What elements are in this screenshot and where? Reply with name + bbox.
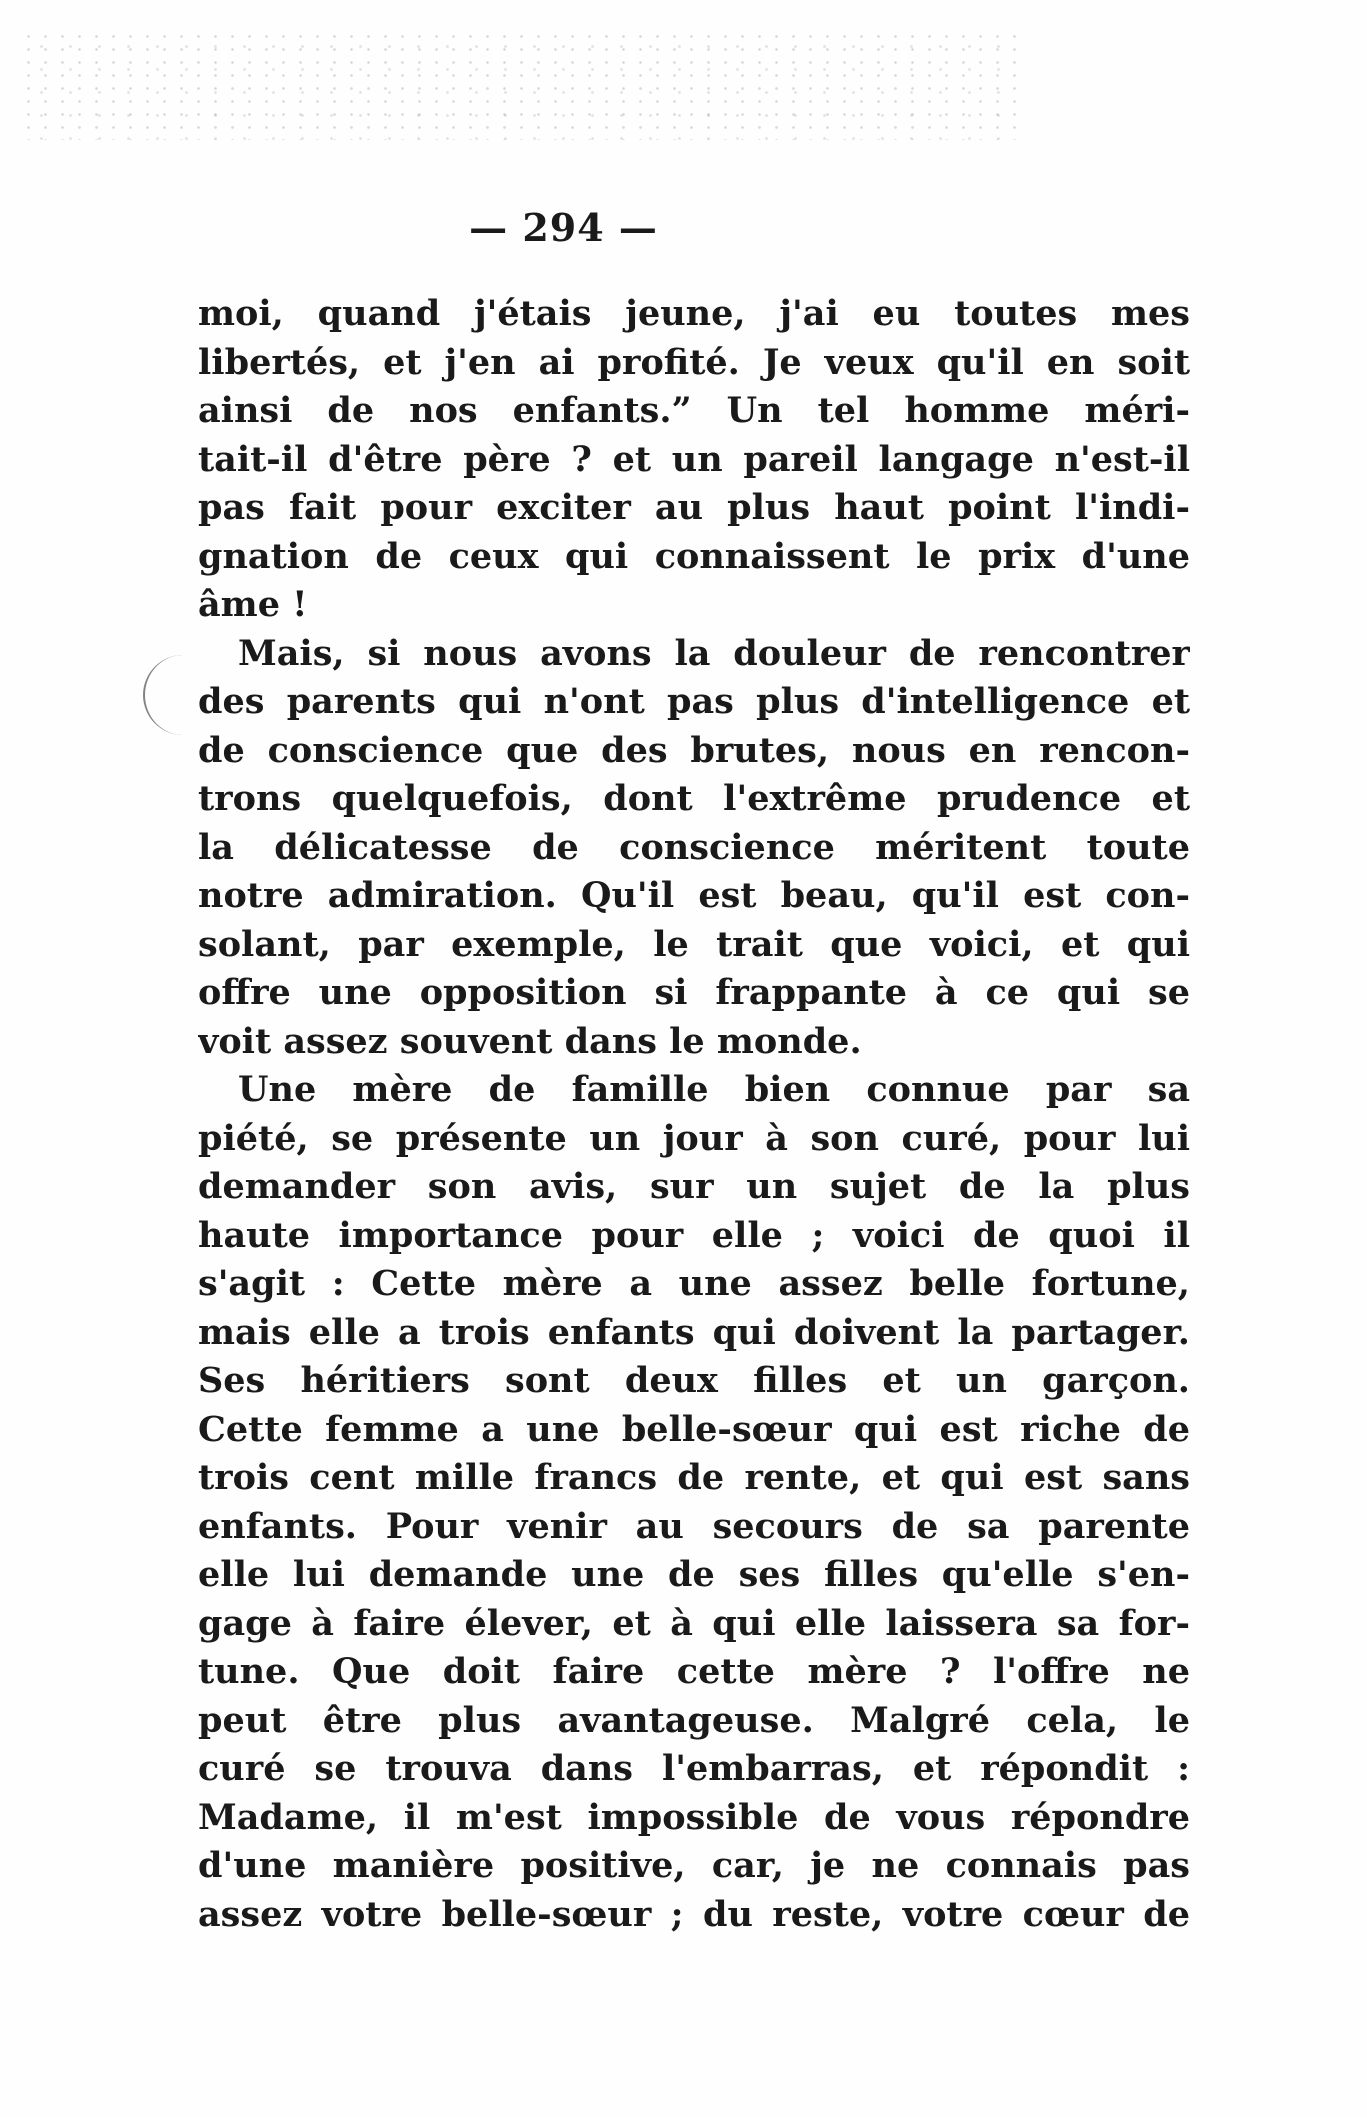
text-line: piété, se présente un jour à son curé, pour lui [198, 1117, 1190, 1159]
paragraph-start-line: Mais, si nous avons la douleur de rencontrer [238, 632, 1190, 674]
text-line: haute importance pour elle ; voici de quoi il [198, 1214, 1190, 1256]
margin-bracket-mark [143, 655, 200, 735]
page-number: — 294 — [469, 205, 658, 250]
text-line: gnation de ceux qui connaissent le prix d'une [198, 535, 1190, 577]
text-line: s'agit : Cette mère a une assez belle fortune, [198, 1263, 1190, 1304]
text-line: curé se trouva dans l'embarras, et répondit : [198, 1748, 1190, 1789]
body-text [198, 290, 1190, 1939]
text-line: d'une manière positive, car, je ne connais pas [198, 1845, 1190, 1886]
text-line: tune. Que doit faire cette mère ? l'offre ne [198, 1651, 1190, 1692]
text-line: Ses héritiers sont deux filles et un garçon. [198, 1360, 1190, 1401]
text-line: ainsi de nos enfants.” Un tel homme méri- [198, 390, 1190, 431]
text-line: des parents qui n'ont pas plus d'intelligence et [198, 681, 1190, 722]
text-line: enfants. Pour venir au secours de sa parente [198, 1505, 1190, 1547]
text-line: peut être plus avantageuse. Malgré cela, le [198, 1699, 1190, 1741]
text-line: solant, par exemple, le trait que voici, et qui [198, 923, 1190, 965]
text-line: tait-il d'être père ? et un pareil langage n'est-il [198, 438, 1190, 480]
text-line: trons quelquefois, dont l'extrême prudence et [198, 778, 1190, 819]
paragraph-start-line: Une mère de famille bien connue par sa [238, 1069, 1190, 1110]
text-line: pas fait pour exciter au plus haut point l'indi- [198, 487, 1190, 528]
text-line: moi, quand j'étais jeune, j'ai eu toutes mes [198, 293, 1190, 334]
text-line: Cette femme a une belle-sœur qui est riche de [198, 1408, 1190, 1450]
text-line: de conscience que des brutes, nous en rencon- [198, 729, 1190, 771]
text-line: voit assez souvent dans le monde. [198, 1020, 862, 1062]
text-line: offre une opposition si frappante à ce qui se [198, 972, 1190, 1013]
text-line: libertés, et j'en ai profité. Je veux qu'il en soit [198, 341, 1190, 383]
text-line: Madame, il m'est impossible de vous répondre [198, 1796, 1190, 1838]
text-line: notre admiration. Qu'il est beau, qu'il est con- [198, 875, 1190, 916]
text-line: la délicatesse de conscience méritent toute [198, 826, 1190, 868]
text-line: gage à faire élever, et à qui elle laissera sa for- [198, 1602, 1190, 1644]
text-line: trois cent mille francs de rente, et qui est sans [198, 1457, 1190, 1498]
text-line: demander son avis, sur un sujet de la plus [198, 1166, 1190, 1207]
text-line: mais elle a trois enfants qui doivent la partager. [198, 1311, 1190, 1353]
text-line: âme ! [198, 584, 308, 625]
text-line: assez votre belle-sœur ; du reste, votre cœur de [198, 1893, 1190, 1935]
scan-noise [20, 30, 1020, 140]
text-line: elle lui demande une de ses filles qu'elle s'en- [198, 1554, 1190, 1595]
